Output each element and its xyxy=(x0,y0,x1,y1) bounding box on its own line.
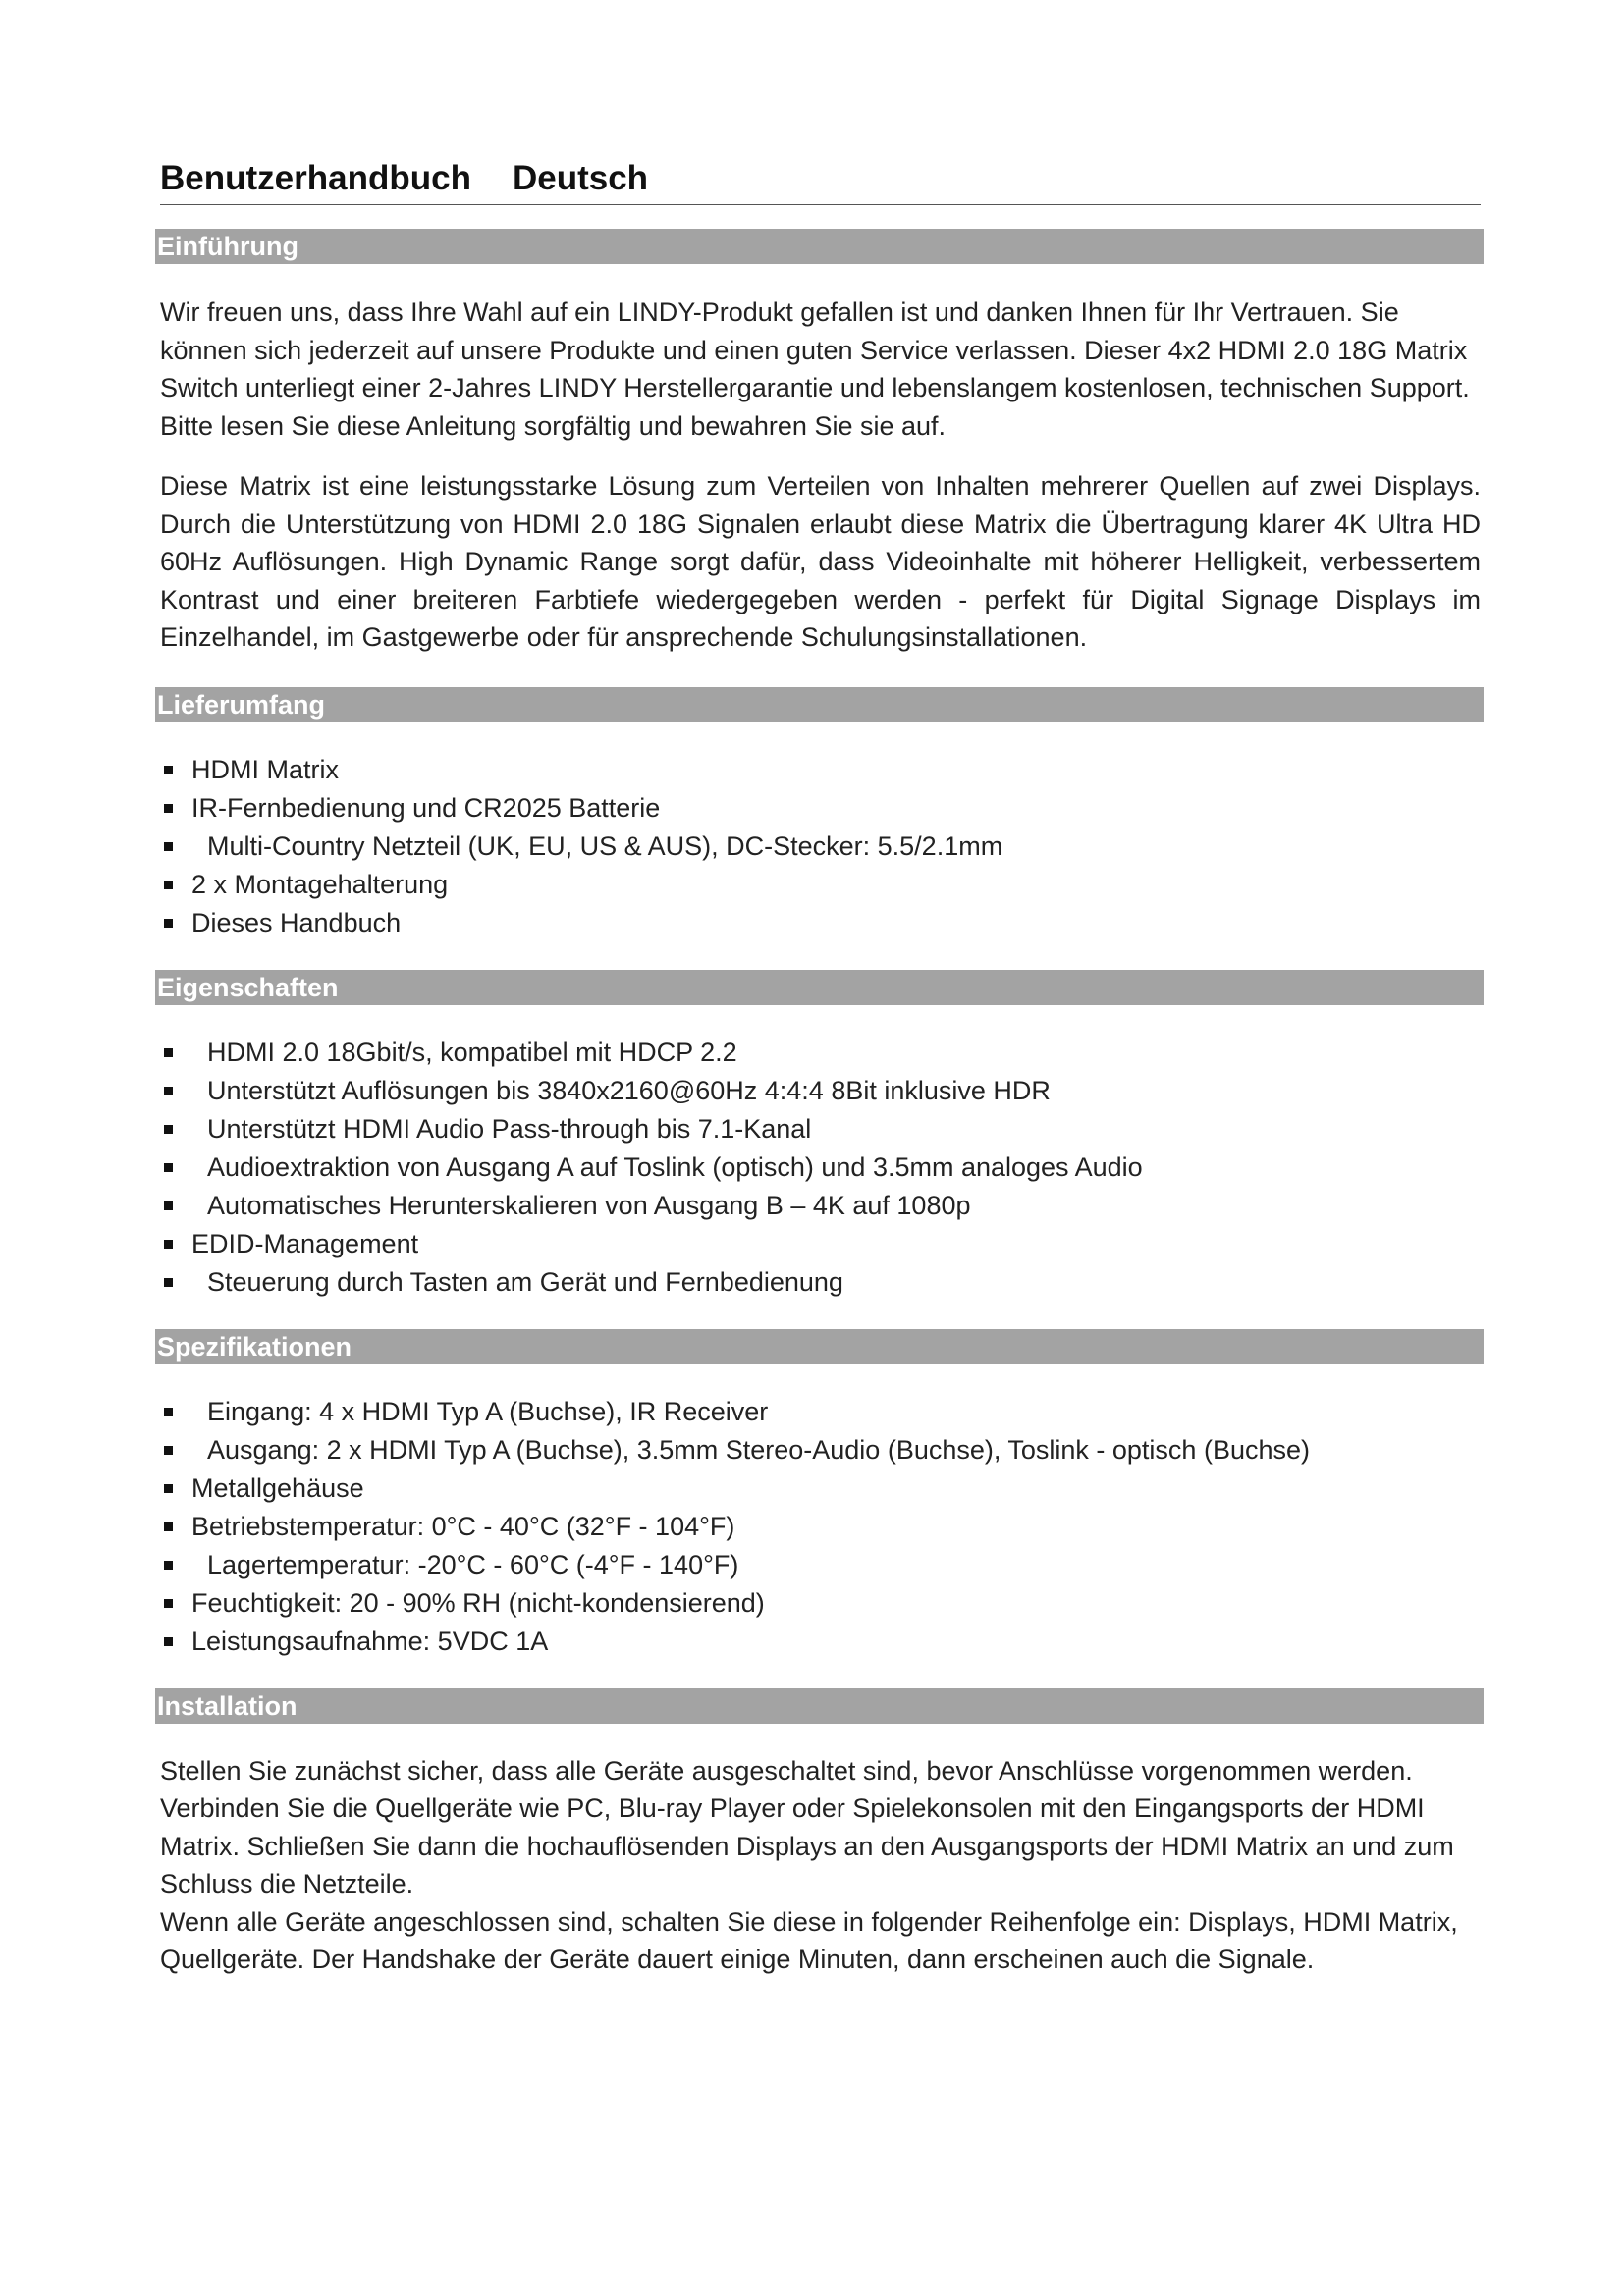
list-item xyxy=(160,1623,1481,1661)
list-item xyxy=(160,751,1481,789)
list-item xyxy=(160,1584,1481,1623)
bullet-icon xyxy=(164,1446,173,1455)
bullet-icon xyxy=(164,881,173,889)
list-item xyxy=(160,1431,1481,1469)
bullet-icon xyxy=(164,1163,173,1172)
installation-paragraph-2: Verbinden Sie die Quellgeräte wie PC, Blu-ray Player oder Spielekonsolen mit den Eingangsports der HDMI Matrix. Schließen Sie dann die hochauflösenden Displays an den Ausgangsports der HDMI Matrix an und zum Schluss die Netzteile. xyxy=(160,1793,1454,1898)
list-item-text: Betriebstemperatur: 0°C - 40°C (32°F - 104°F) xyxy=(191,1511,735,1541)
language-label: Deutsch xyxy=(512,159,649,197)
list-item xyxy=(160,1148,1481,1187)
list-item-text: Audioextraktion von Ausgang A auf Toslink (optisch) und 3.5mm analoges Audio xyxy=(207,1151,1143,1182)
list-item-text: Eingang: 4 x HDMI Typ A (Buchse), IR Receiver xyxy=(207,1396,769,1426)
features-list xyxy=(160,1034,1481,1302)
list-item-text: Metallgehäuse xyxy=(191,1472,364,1503)
list-item-text: 2 x Montagehalterung xyxy=(191,869,449,899)
bullet-icon xyxy=(164,1637,173,1646)
bullet-icon xyxy=(164,804,173,813)
installation-paragraph-3: Wenn alle Geräte angeschlossen sind, schalten Sie diese in folgender Reihenfolge ein: Displays, HDMI Matrix, Quellgeräte. Der Handshake der Geräte dauert einige Minuten, dann erscheinen auch die Signale. xyxy=(160,1906,1458,1974)
section-heading-specs: Spezifikationen xyxy=(155,1329,1484,1364)
bullet-icon xyxy=(164,1561,173,1570)
list-item xyxy=(160,1110,1481,1148)
list-item-text: Lagertemperatur: -20°C - 60°C (-4°F - 140°F) xyxy=(207,1549,739,1579)
list-item-text: HDMI 2.0 18Gbit/s, kompatibel mit HDCP 2.2 xyxy=(207,1037,737,1067)
list-item xyxy=(160,1034,1481,1072)
manual-page xyxy=(157,159,1481,1979)
installation-body xyxy=(160,1752,1481,1979)
list-item-text: Ausgang: 2 x HDMI Typ A (Buchse), 3.5mm Stereo-Audio (Buchse), Toslink - optisch (Buchse) xyxy=(207,1434,1310,1465)
bullet-icon xyxy=(164,766,173,774)
intro-paragraph-2: Diese Matrix ist eine leistungsstarke Lösung zum Verteilen von Inhalten mehrerer Quellen auf zwei Displays. Durch die Unterstützung von HDMI 2.0 18G Signalen erlaubt diese Matrix die Übertragung klarer 4K Ultra HD 60Hz Auflösungen. High Dynamic Range sorgt dafür, dass Videoinhalte mit höherer Helligkeit, verbessertem Kontrast und einer breiteren Farbtiefe wiedergegeben werden - perfekt für Digital Signage Displays im Einzelhandel, im Gastgewerbe oder für ansprechende Schulungsinstallationen. xyxy=(160,471,1481,652)
list-item xyxy=(160,1225,1481,1263)
list-item xyxy=(160,1508,1481,1546)
list-item-text: EDID-Management xyxy=(191,1228,419,1258)
list-item xyxy=(160,828,1481,866)
installation-paragraph-1: Stellen Sie zunächst sicher, dass alle Geräte ausgeschaltet sind, bevor Anschlüsse vorgenommen werden. xyxy=(160,1755,1413,1786)
list-item-text: Unterstützt Auflösungen bis 3840x2160@60Hz 4:4:4 8Bit inklusive HDR xyxy=(207,1075,1051,1105)
bullet-icon xyxy=(164,1599,173,1608)
specs-list xyxy=(160,1393,1481,1661)
list-item xyxy=(160,789,1481,828)
list-item-text: HDMI Matrix xyxy=(191,754,339,784)
bullet-icon xyxy=(164,1408,173,1416)
list-item-text: Multi-Country Netzteil (UK, EU, US & AUS), DC-Stecker: 5.5/2.1mm xyxy=(207,830,1003,861)
list-item xyxy=(160,1263,1481,1302)
list-item xyxy=(160,904,1481,942)
section-heading-package: Lieferumfang xyxy=(155,687,1484,722)
section-heading-installation: Installation xyxy=(155,1688,1484,1724)
list-item xyxy=(160,1072,1481,1110)
intro-paragraph-1: Wir freuen uns, dass Ihre Wahl auf ein LINDY-Produkt gefallen ist und danken Ihnen für Ihr Vertrauen. Sie können sich jederzeit auf unsere Produkte und einen guten Service verlassen. Dieser 4x2 HDMI 2.0 18G Matrix Switch unterliegt einer 2-Jahres LINDY Herstellergarantie und lebenslangem kostenlosen, technischen Support. Bitte lesen Sie diese Anleitung sorgfältig und bewahren Sie sie auf. xyxy=(160,297,1470,441)
section-heading-intro: Einführung xyxy=(155,229,1484,264)
list-item xyxy=(160,1187,1481,1225)
list-item-text: Steuerung durch Tasten am Gerät und Fernbedienung xyxy=(207,1266,843,1297)
document-title xyxy=(160,159,1481,205)
list-item-text: Unterstützt HDMI Audio Pass-through bis 7.1-Kanal xyxy=(207,1113,812,1144)
bullet-icon xyxy=(164,919,173,928)
list-item-text: Dieses Handbuch xyxy=(191,907,402,937)
bullet-icon xyxy=(164,1278,173,1287)
bullet-icon xyxy=(164,1240,173,1249)
bullet-icon xyxy=(164,1048,173,1057)
list-item-text: Leistungsaufnahme: 5VDC 1A xyxy=(191,1626,549,1656)
bullet-icon xyxy=(164,842,173,851)
list-item xyxy=(160,866,1481,904)
list-item-text: Automatisches Herunterskalieren von Ausgang B – 4K auf 1080p xyxy=(207,1190,971,1220)
list-item xyxy=(160,1469,1481,1508)
list-item xyxy=(160,1393,1481,1431)
bullet-icon xyxy=(164,1087,173,1095)
bullet-icon xyxy=(164,1125,173,1134)
list-item-text: IR-Fernbedienung und CR2025 Batterie xyxy=(191,792,661,823)
list-item xyxy=(160,1546,1481,1584)
section-heading-features: Eigenschaften xyxy=(155,970,1484,1005)
list-item-text: Feuchtigkeit: 20 - 90% RH (nicht-kondensierend) xyxy=(191,1587,765,1618)
bullet-icon xyxy=(164,1484,173,1493)
title-text: Benutzerhandbuch xyxy=(160,159,471,197)
bullet-icon xyxy=(164,1201,173,1210)
bullet-icon xyxy=(164,1522,173,1531)
package-list xyxy=(160,751,1481,942)
